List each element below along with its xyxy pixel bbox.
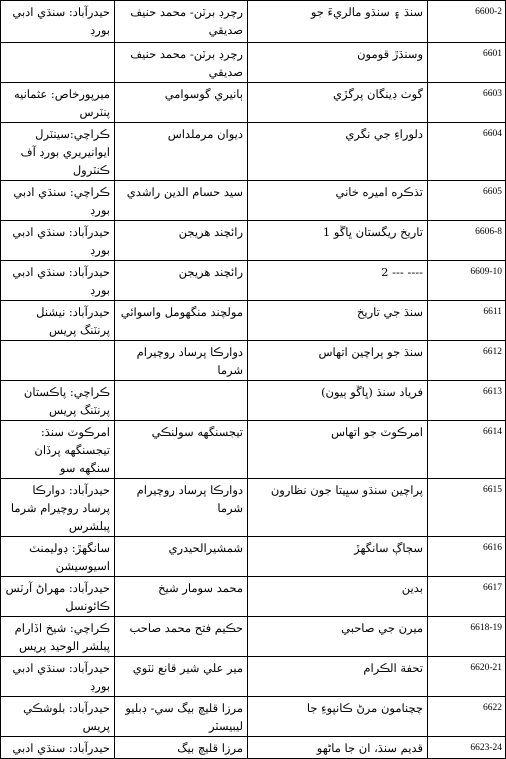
- accession-number-cell: 6623-24: [428, 737, 506, 759]
- accession-number-cell: 6603: [428, 83, 506, 123]
- accession-number-cell: 6613: [428, 381, 506, 421]
- table-row: [1, 737, 506, 759]
- publisher-cell: [1, 43, 115, 83]
- author-cell: رائچند هريجن: [115, 221, 248, 261]
- table-row: [1, 1, 506, 43]
- publisher-cell: حيدرآباد: سنڌي ادبي بورڊ: [1, 1, 115, 43]
- accession-number-cell: 6622: [428, 697, 506, 737]
- table-row: [1, 221, 506, 261]
- table-row: [1, 479, 506, 537]
- table-row: [1, 381, 506, 421]
- title-cell: چچنامون مرڻ ڪانپوءِ جا: [248, 697, 428, 737]
- accession-number-cell: 6615: [428, 479, 506, 537]
- accession-number-cell: 6620-21: [428, 657, 506, 697]
- title-cell: امرڪوٽ جو اتهاس: [248, 421, 428, 479]
- author-cell: سيد حسام الدين راشدي: [115, 181, 248, 221]
- table-row: [1, 301, 506, 341]
- author-cell: مرزا قليچ بيگ: [115, 737, 248, 759]
- accession-number-cell: 6618-19: [428, 617, 506, 657]
- publisher-cell: ڪراچي: سنڌي ادبي بورڊ: [1, 181, 115, 221]
- title-cell: فرياد سنڌ (ڀاڱو ٻيون): [248, 381, 428, 421]
- author-cell: مرزا قليچ بيگ سي- ڊبليو ليبيسٽر: [115, 697, 248, 737]
- table-row: [1, 83, 506, 123]
- author-cell: رچرڊ برٽن- محمد حنيف صديقي: [115, 43, 248, 83]
- accession-number-cell: 6606-8: [428, 221, 506, 261]
- accession-number-cell: 6612: [428, 341, 506, 381]
- publisher-cell: حيدرآباد: مهراڻ آرٽس ڪائونسل: [1, 577, 115, 617]
- author-cell: دوارڪا پرساد روچيرام شرما: [115, 479, 248, 537]
- accession-number-cell: 6614: [428, 421, 506, 479]
- table-row: [1, 617, 506, 657]
- table-row: [1, 123, 506, 181]
- catalog-rows: [1, 1, 506, 759]
- author-cell: [115, 381, 248, 421]
- title-cell: تحفة الڪرام: [248, 657, 428, 697]
- publisher-cell: حيدرآباد: سنڌي ادبي بورڊ: [1, 657, 115, 697]
- publisher-cell: حيدرآباد: سنڌي ادبي بورڊ: [1, 261, 115, 301]
- title-cell: بدين: [248, 577, 428, 617]
- publisher-cell: حيدرآباد: دوارڪا پرساد روچيرام شرما پبلشرس: [1, 479, 115, 537]
- title-cell: سڄاڳ سانگهڙ: [248, 537, 428, 577]
- title-cell: پراچين سنڌو سڀيتا جون نظارون: [248, 479, 428, 537]
- publisher-cell: حيدرآباد: نيشنل پرنٽنگ پريس: [1, 301, 115, 341]
- publisher-cell: ڪراچي:سينٽرل ايوانيريري بورڊ آف ڪنٽرول: [1, 123, 115, 181]
- author-cell: مولچند منگهومل واسوائي: [115, 301, 248, 341]
- publisher-cell: حيدرآباد: سنڌي ادبي بورڊ: [1, 221, 115, 261]
- publisher-cell: ميرپورخاص: عثمانيه پنٽرس: [1, 83, 115, 123]
- title-cell: سنڌ ۽ سنڌو مالريءَ جو: [248, 1, 428, 43]
- author-cell: حڪيم فتح محمد صاحب: [115, 617, 248, 657]
- accession-number-cell: 6605: [428, 181, 506, 221]
- accession-number-cell: 6616: [428, 537, 506, 577]
- table-row: [1, 577, 506, 617]
- table-row: [1, 341, 506, 381]
- author-cell: محمد سومار شيخ: [115, 577, 248, 617]
- accession-number-cell: 6617: [428, 577, 506, 617]
- publisher-cell: سانگهڙ: ڊوليمنٽ اسيوسيشن: [1, 537, 115, 577]
- title-cell: تاريخ ريگستان ڀاڱو 1: [248, 221, 428, 261]
- author-cell: ٻانيري گوسوامي: [115, 83, 248, 123]
- accession-number-cell: 6600-2: [428, 1, 506, 43]
- title-cell: گوٺ ڊينگان پرگڙي: [248, 83, 428, 123]
- table-row: [1, 43, 506, 83]
- title-cell: تذڪره اميره خاني: [248, 181, 428, 221]
- author-cell: ديوان مرملداس: [115, 123, 248, 181]
- author-cell: شمشيرالحيدري: [115, 537, 248, 577]
- publisher-cell: [1, 341, 115, 381]
- title-cell: دلوراءِ جي نگري: [248, 123, 428, 181]
- author-cell: رچرڊ برٽن- محمد حنيف صديقي: [115, 1, 248, 43]
- table-row: [1, 537, 506, 577]
- title-cell: ميرن جي صاحبي: [248, 617, 428, 657]
- author-cell: مير علي شير قانع ٺٽوي: [115, 657, 248, 697]
- author-cell: تيجسنگهه سولنڪي: [115, 421, 248, 479]
- title-cell: سنڌ جو پراچين اتهاس: [248, 341, 428, 381]
- author-cell: دوارڪا پرساد روچيرام شرما: [115, 341, 248, 381]
- author-cell: رائچند هريجن: [115, 261, 248, 301]
- accession-number-cell: 6601: [428, 43, 506, 83]
- table-row: [1, 657, 506, 697]
- title-cell: ---- --- 2: [248, 261, 428, 301]
- publisher-cell: ڪراچي: شيخ اڏارام پبلشر الوحيد پريس: [1, 617, 115, 657]
- title-cell: وسنڌڙ قومون: [248, 43, 428, 83]
- publisher-cell: حيدرآباد: بلوشڪي پريس: [1, 697, 115, 737]
- title-cell: سنڌ جي تاريخ: [248, 301, 428, 341]
- publisher-cell: ڪراچي: پاڪستان پرنٽنگ پريس: [1, 381, 115, 421]
- table-row: [1, 261, 506, 301]
- table-row: [1, 421, 506, 479]
- publisher-cell: امرڪوٽ سنڌ: تيجسنگهه پرڏان سنگهه سو: [1, 421, 115, 479]
- table-row: [1, 697, 506, 737]
- accession-number-cell: 6609-10: [428, 261, 506, 301]
- accession-number-cell: 6611: [428, 301, 506, 341]
- accession-number-cell: 6604: [428, 123, 506, 181]
- title-cell: قديم سنڌ، ان جا ماڻهو: [248, 737, 428, 759]
- table-row: [1, 181, 506, 221]
- publisher-cell: حيدرآباد: سنڌي ادبي: [1, 737, 115, 759]
